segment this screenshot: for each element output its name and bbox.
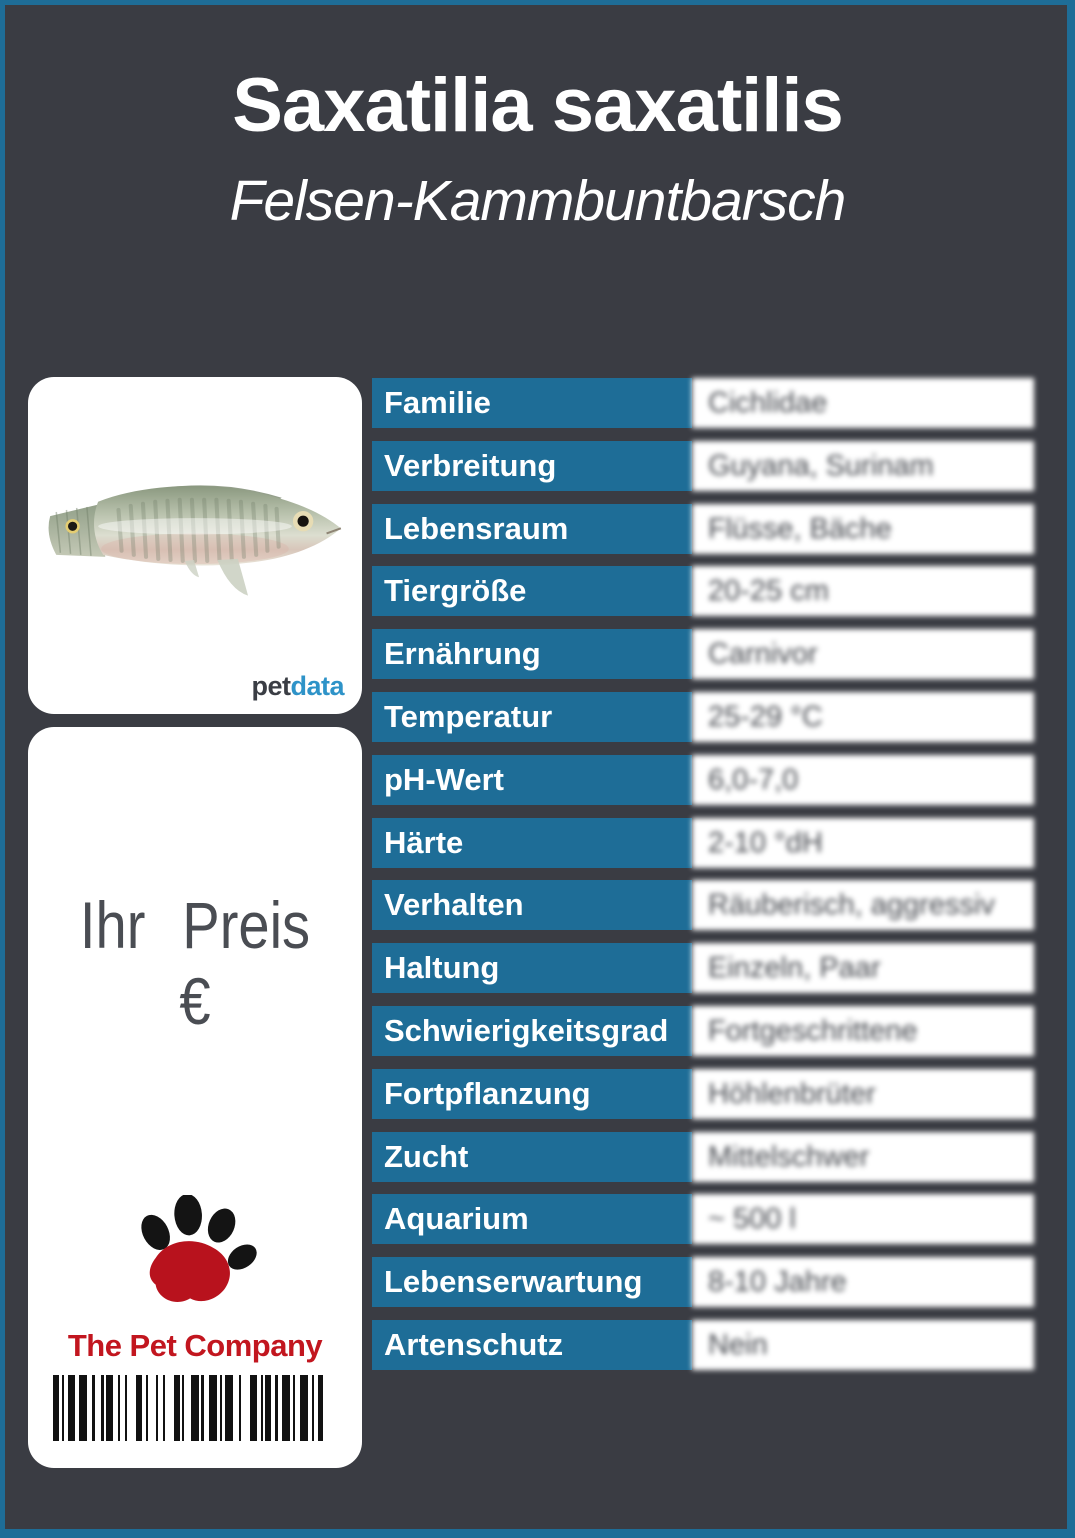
row-value: Flüsse, Bäche <box>692 504 1034 554</box>
price-card <box>28 727 362 1468</box>
row-label: Lebensraum <box>372 504 692 554</box>
row-label: Artenschutz <box>372 1320 692 1370</box>
table-row <box>372 880 1034 930</box>
barcode-gap <box>184 1375 191 1441</box>
row-value: 6,0-7,0 <box>692 755 1034 805</box>
row-value: Räuberisch, aggressiv <box>692 880 1034 930</box>
row-value: Cichlidae <box>692 378 1034 428</box>
barcode-bar <box>250 1375 257 1441</box>
petdata-logo <box>251 671 344 702</box>
table-row <box>372 1320 1034 1370</box>
price-label: Ihr Preis € <box>79 888 311 1038</box>
row-label: Schwierigkeitsgrad <box>372 1006 692 1056</box>
barcode <box>53 1375 337 1441</box>
barcode-bar <box>68 1375 75 1441</box>
table-row <box>372 943 1034 993</box>
barcode-bar <box>106 1375 113 1441</box>
row-value: Fortgeschrittene <box>692 1006 1034 1056</box>
barcode-gap <box>165 1375 174 1441</box>
row-label: Ernährung <box>372 629 692 679</box>
petdata-logo-data: data <box>290 671 344 701</box>
species-info-table <box>372 378 1034 1383</box>
row-value: 8-10 Jahre <box>692 1257 1034 1307</box>
row-value: Nein <box>692 1320 1034 1370</box>
barcode-bar <box>209 1375 217 1441</box>
photo-card <box>28 377 362 714</box>
row-label: Verbreitung <box>372 441 692 491</box>
table-row <box>372 378 1034 428</box>
species-common-name: Felsen-Kammbuntbarsch <box>229 169 846 233</box>
barcode-bar <box>225 1375 233 1441</box>
barcode-gap <box>241 1375 250 1441</box>
table-row <box>372 755 1034 805</box>
row-label: Haltung <box>372 943 692 993</box>
fish-photo <box>42 435 348 640</box>
table-row <box>372 818 1034 868</box>
barcode-bar <box>300 1375 308 1441</box>
fish-illustration <box>42 435 348 640</box>
table-row <box>372 1132 1034 1182</box>
row-label: Lebenserwartung <box>372 1257 692 1307</box>
row-label: Aquarium <box>372 1194 692 1244</box>
barcode-bar <box>282 1375 290 1441</box>
barcode-bar <box>318 1375 323 1441</box>
row-value: Höhlenbrüter <box>692 1069 1034 1119</box>
table-row <box>372 441 1034 491</box>
row-value: Carnivor <box>692 629 1034 679</box>
table-row <box>372 504 1034 554</box>
row-value: Guyana, Surinam <box>692 441 1034 491</box>
table-row <box>372 1257 1034 1307</box>
row-value: Mittelschwer <box>692 1132 1034 1182</box>
barcode-gap <box>127 1375 136 1441</box>
table-row <box>372 1006 1034 1056</box>
company-name: The Pet Company <box>67 1328 323 1363</box>
row-value: 20-25 cm <box>692 566 1034 616</box>
row-label: Fortpflanzung <box>372 1069 692 1119</box>
row-value: 2-10 °dH <box>692 818 1034 868</box>
petdata-logo-pet: pet <box>251 671 291 701</box>
row-value: ~ 500 l <box>692 1194 1034 1244</box>
row-label: Temperatur <box>372 692 692 742</box>
paw-logo-icon <box>123 1195 271 1323</box>
species-latin-name: Saxatilia saxatilis <box>232 63 843 148</box>
table-row <box>372 1194 1034 1244</box>
barcode-gap <box>148 1375 156 1441</box>
row-label: Familie <box>372 378 692 428</box>
table-row <box>372 566 1034 616</box>
row-label: Härte <box>372 818 692 868</box>
row-value: 25-29 °C <box>692 692 1034 742</box>
row-value: Einzeln, Paar <box>692 943 1034 993</box>
barcode-bar <box>79 1375 87 1441</box>
table-row <box>372 1069 1034 1119</box>
row-label: Zucht <box>372 1132 692 1182</box>
row-label: Verhalten <box>372 880 692 930</box>
row-label: Tiergröße <box>372 566 692 616</box>
table-row <box>372 692 1034 742</box>
table-row <box>372 629 1034 679</box>
barcode-bar <box>191 1375 199 1441</box>
row-label: pH-Wert <box>372 755 692 805</box>
